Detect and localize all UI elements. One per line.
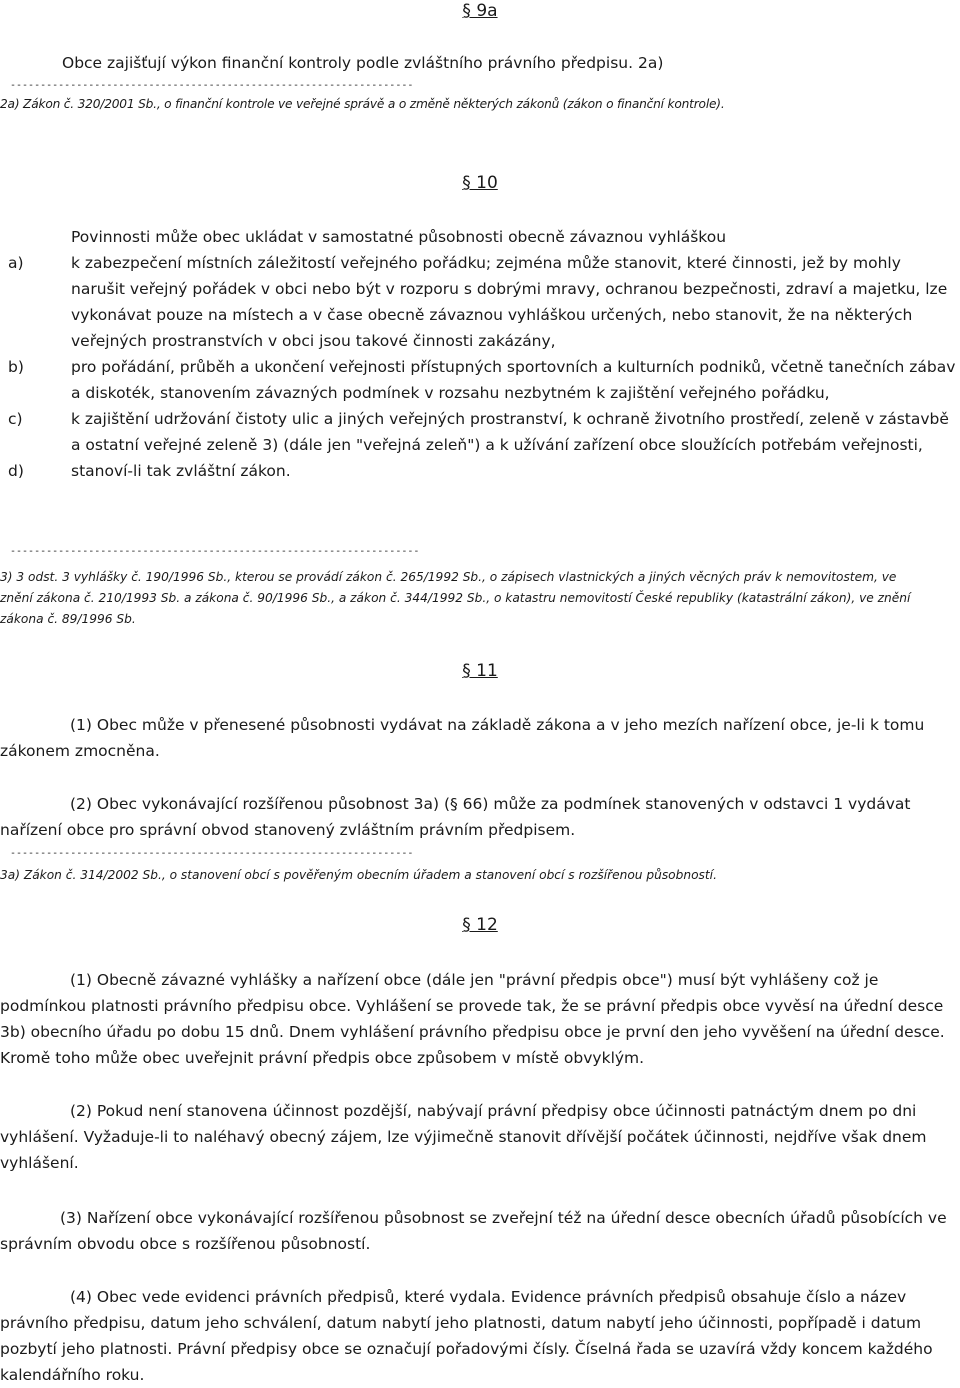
section-12-paragraph-1: (1) Obecně závazné vyhlášky a nařízení obce (dále jen "právní předpis obce") musí být vyhlášeny což je podmínkou platnosti právního předpisu obce. Vyhlášení se provede tak, že se právní předpis obce vyvěsí na úřední desce 3b) obecního úřadu po dobu 15 dnů. Dnem vyhlášení právního předpisu obce je první den jeho vyvěšení na úřední desce. Kromě toho může obec uveřejnit právní předpis obce způsobem v místě obvyklým.	[0, 971, 945, 1067]
section-12-paragraph-4: (4) Obec vede evidenci právních předpisů, které vydala. Evidence právních předpisů obsahuje číslo a název právního předpisu, datum jeho schválení, datum nabytí jeho platnosti, datum nabytí jeho účinnosti, popřípadě i datum pozbytí jeho platnosti. Právní předpisy obce se označují pořadovými čísly. Číselná řada se uzavírá vždy koncem každého kalendářního roku.	[0, 1288, 933, 1384]
list-item-text: k zajištění udržování čistoty ulic a jiných veřejných prostranství, k ochraně životního prostředí, zeleně v zástavbě a ostatní veřejné zeleně 3) (dále jen "veřejná zeleň") a k užívání zařízení obce sloužících potřebám veřejnosti,	[71, 410, 949, 454]
section-11-paragraph-2: (2) Obec vykonávající rozšířenou působnost 3a) (§ 66) může za podmínek stanovených v odstavci 1 vydávat nařízení obce pro správní obvod stanovený zvláštním právním předpisem.	[0, 795, 911, 839]
section-10-list	[0, 250, 960, 484]
footnote-separator: -------------------------------------------------------------------	[10, 80, 414, 91]
section-heading-11: § 11	[462, 661, 498, 681]
footnote-3: 3) 3 odst. 3 vyhlášky č. 190/1996 Sb., kterou se provádí zákon č. 265/1992 Sb., o zápisech vlastnických a jiných věcných práv k nemovitostem, ve znění zákona č. 210/1993 Sb. a zákona č. 90/1996 Sb., a zákon č. 344/1992 Sb., o katastru nemovitostí České republiky (katastrální zákon), ve znění zákona č. 89/1996 Sb.	[0, 570, 911, 626]
section-11-paragraph-1: (1) Obec může v přenesené působnosti vydávat na základě zákona a v jeho mezích nařízení obce, je-li k tomu zákonem zmocněna.	[0, 716, 925, 760]
footnote-separator: -------------------------------------------------------------------	[10, 848, 414, 859]
list-item-text: pro pořádání, průběh a ukončení veřejnosti přístupných sportovních a kulturních podniků, včetně tanečních zábav a diskoték, stanovením závazných podmínek v rozsahu nezbytném k zajištění veřejného pořádku,	[71, 358, 956, 402]
section-9a-paragraph: Obce zajišťují výkon finanční kontroly podle zvláštního právního předpisu. 2a)	[62, 54, 664, 72]
footnote-3a: 3a) Zákon č. 314/2002 Sb., o stanovení obcí s pověřeným obecním úřadem a stanovení obcí s rozšířenou působností.	[0, 868, 717, 882]
list-item	[0, 354, 960, 406]
section-12-paragraph-2: (2) Pokud není stanovena účinnost pozdější, nabývají právní předpisy obce účinnosti patnáctým dnem po dni vyhlášení. Vyžaduje-li to naléhavý obecný zájem, lze výjimečně stanovit dřívější počátek účinnosti, nejdříve však dnem vyhlášení.	[0, 1102, 927, 1172]
list-item-text: stanoví-li tak zvláštní zákon.	[71, 462, 291, 480]
list-item	[0, 458, 960, 484]
section-10-intro: Povinnosti může obec ukládat v samostatné působnosti obecně závaznou vyhláškou	[71, 228, 727, 246]
list-item-label: d)	[8, 462, 24, 480]
list-item-label: a)	[8, 254, 24, 272]
section-heading-9a: § 9a	[462, 1, 498, 21]
list-item-label: c)	[8, 410, 23, 428]
list-item-text: k zabezpečení místních záležitostí veřejného pořádku; zejména může stanovit, které činnosti, jež by mohly narušit veřejný pořádek v obci nebo být v rozporu s dobrými mravy, ochranou bezpečnosti, zdraví a majetku, lze vykonávat pouze na místech a v čase obecně závaznou vyhláškou určených, nebo stanovit, že na některých veřejných prostranstvích v obci jsou takové činnosti zakázány,	[71, 254, 948, 350]
footnote-2a: 2a) Zákon č. 320/2001 Sb., o finanční kontrole ve veřejné správě a o změně některých zákonů (zákon o finanční kontrole).	[0, 97, 725, 111]
footnote-separator: --------------------------------------------------------------------	[10, 546, 420, 557]
section-heading-12: § 12	[462, 915, 498, 935]
list-item-label: b)	[8, 358, 24, 376]
section-heading-10: § 10	[462, 173, 498, 193]
list-item	[0, 406, 960, 458]
section-12-paragraph-3: (3) Nařízení obce vykonávající rozšířenou působnost se zveřejní též na úřední desce obecních úřadů působících ve správním obvodu obce s rozšířenou působností.	[0, 1209, 947, 1253]
list-item	[0, 250, 960, 354]
